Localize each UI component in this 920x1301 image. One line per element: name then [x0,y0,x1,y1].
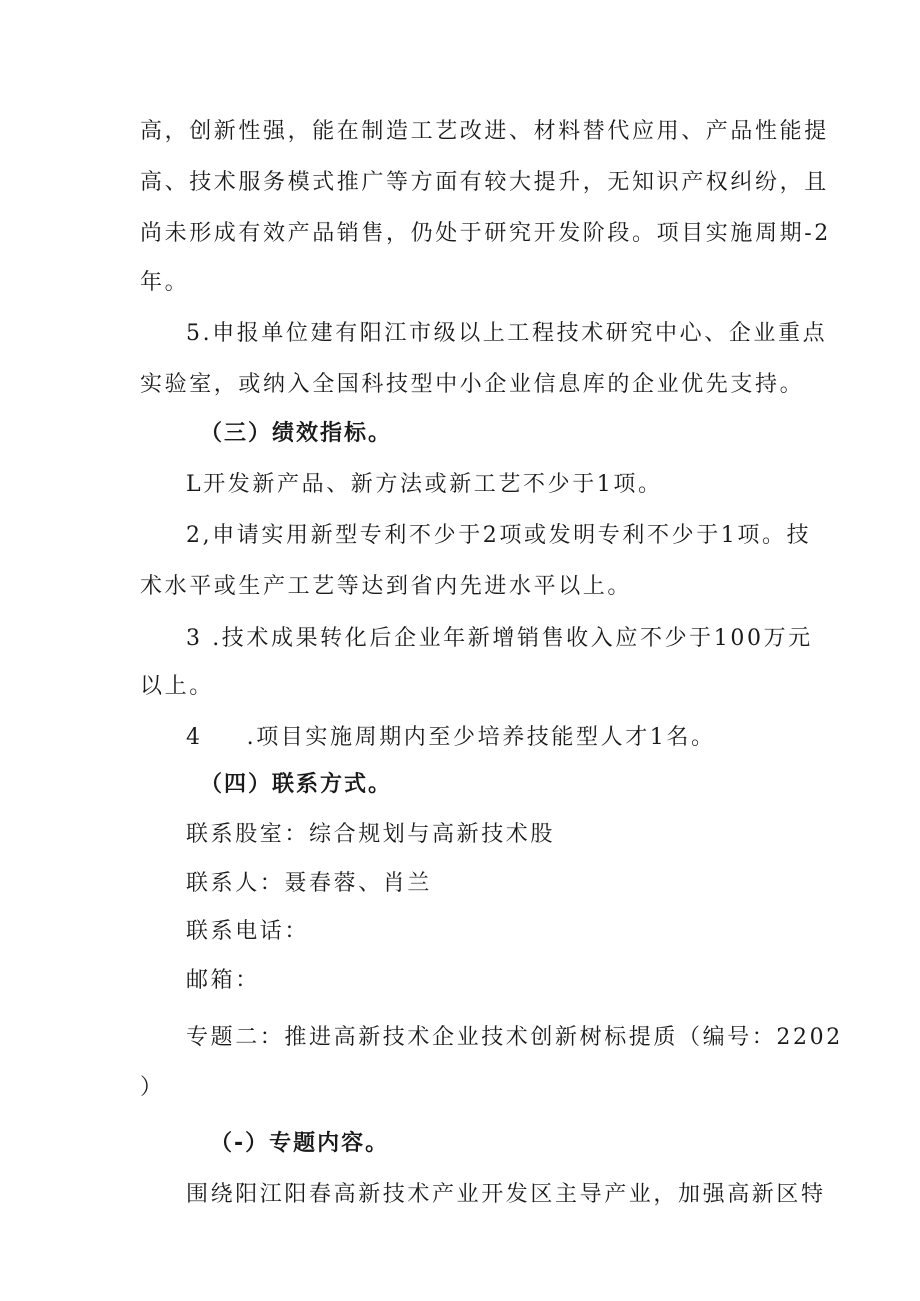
contact-person: 联系人：聂春蓉、肖兰 [186,871,433,896]
paragraph-line: 实验室，或纳入全国科技型中小企业信息库的企业优先支持。 [140,372,805,397]
paragraph-line: 以上。 [140,674,214,699]
section-heading-3: （三）绩效指标。 [200,421,393,446]
contact-phone: 联系电话： [186,919,310,944]
section-heading-4: （四）联系方式。 [200,772,393,797]
kpi-item-2: 2,申请实用新型专利不少于2项或发明专利不少于1项。技 [186,523,812,548]
topic-two-title: 专题二：推进高新技术企业技术创新树标提质（编号：2202 [186,1025,843,1050]
paragraph-line: 年。 [140,270,190,295]
paragraph-line: 尚未形成有效产品销售，仍处于研究开发阶段。项目实施周期-2 [140,221,831,246]
paragraph-line: 围绕阳江阳春高新技术产业开发区主导产业，加强高新区特 [186,1182,826,1207]
contact-email: 邮箱： [186,968,260,993]
kpi-item-1: L开发新产品、新方法或新工艺不少于1项。 [186,472,663,497]
kpi-item-4 [186,723,785,753]
kpi-item-4-text: .项目实施周期内至少培养技能型人才1名。 [246,725,716,750]
contact-office: 联系股室：综合规划与高新技术股 [186,822,556,847]
paragraph-line: 高、技术服务模式推广等方面有较大提升，无知识产权纠纷，且 [140,170,829,195]
paragraph-line: 高，创新性强，能在制造工艺改进、材料替代应用、产品性能提 [140,119,829,144]
section-heading-content: （-）专题内容。 [210,1131,390,1156]
paragraph-line: ） [140,1075,165,1100]
paragraph-line: 术水平或生产工艺等达到省内先进水平以上。 [140,574,633,599]
kpi-item-3: 3 .技术成果转化后企业年新增销售收入应不少于100万元 [186,626,813,651]
kpi-item-4-number: 4 [186,725,203,750]
paragraph-line: 5.申报单位建有阳江市级以上工程技术研究中心、企业重点 [186,321,828,346]
